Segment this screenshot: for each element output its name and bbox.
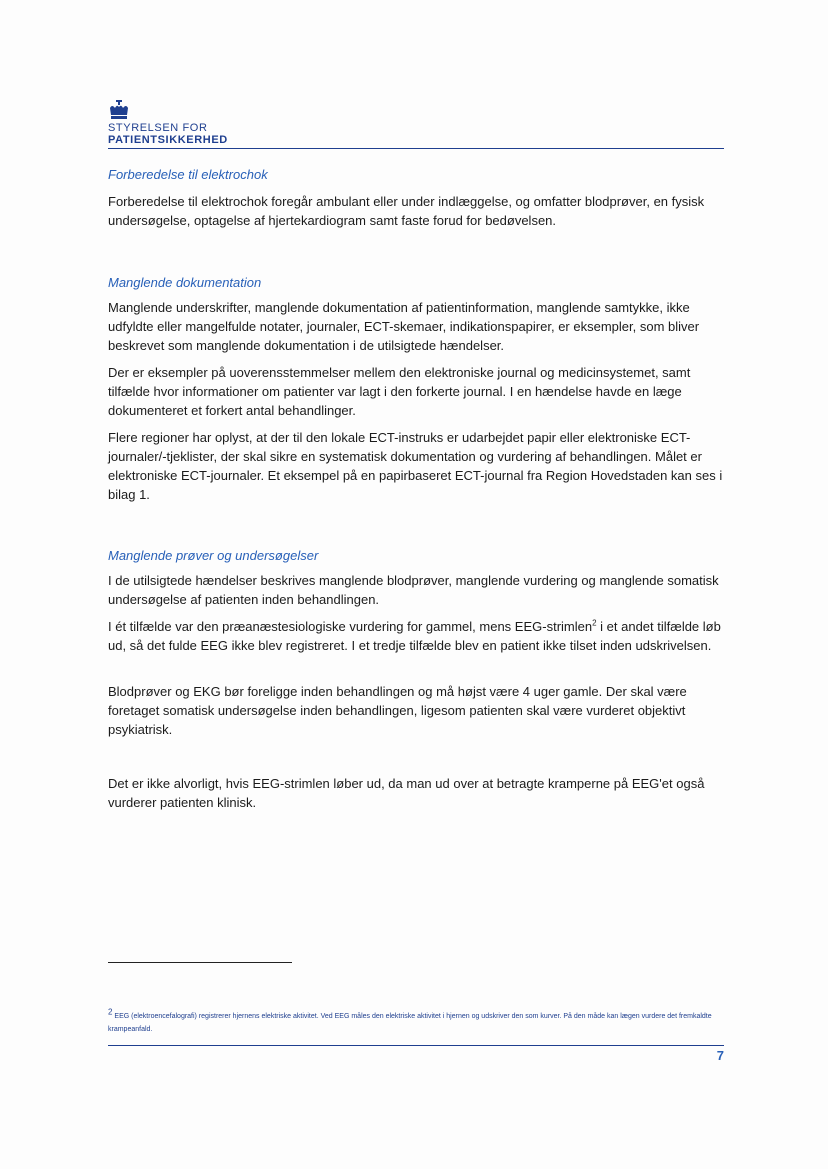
footnote [108, 1007, 724, 1036]
section-heading: Manglende dokumentation [108, 275, 262, 290]
footnote-divider [108, 962, 292, 963]
section-heading: Manglende prøver og undersøgelser [108, 548, 319, 563]
crown-icon [108, 100, 130, 120]
paragraph-text-after: i et andet tilfælde løb ud, så det fulde EEG ikke blev registreret. I et tredje tilfælde blev en patient ikke tilset inden udskrivelsen. [108, 619, 721, 653]
logo-text-line1: STYRELSEN FOR [108, 122, 208, 134]
header-divider [108, 148, 724, 149]
paragraph: I de utilsigtede hændelser beskrives manglende blodprøver, manglende vurdering og manglende somatisk undersøgelse af patienten inden behandlingen. [108, 573, 719, 607]
paragraph: Manglende underskrifter, manglende dokumentation af patientinformation, manglende samtykke, ikke udfyldte eller mangelfulde notater, journaler, ECT-skemaer, indikationspapirer, er eksempler, som bliver beskrevet som manglende dokumentation i de utilsigtede hændelser. [108, 300, 700, 353]
paragraph: Der er eksempler på uoverensstemmelser mellem den elektroniske journal og medicinsystemet, samt tilfælde hvor informationer om patienter var lagt i den forkerte journal. I en hændelse havde en læge dokumenteret et forkert antal behandlinger. [108, 365, 691, 418]
paragraph-with-footnote-ref [108, 617, 724, 655]
paragraph: Forberedelse til elektrochok foregår ambulant eller under indlæggelse, og omfatter blodprøver, en fysisk undersøgelse, optagelse af hjertekardiogram samt faste forud for bedøvelsen. [108, 194, 705, 228]
page-number: 7 [716, 1048, 724, 1063]
footer-divider [108, 1045, 724, 1046]
footnote-marker: 2 [108, 1007, 113, 1017]
agency-logo [108, 100, 248, 146]
paragraph: Flere regioner har oplyst, at der til den lokale ECT-instruks er udarbejdet papir eller elektroniske ECT-journaler/-tjeklister, der skal sikre en systematisk dokumentation og vurdering af behandlingen. Målet er elektroniske ECT-journaler. Et eksempel på en papirbaseret ECT-journal fra Region Hovedstaden kan ses i bilag 1. [108, 430, 723, 502]
paragraph: Blodprøver og EKG bør foreligge inden behandlingen og må højst være 4 uger gamle. Der skal være foretaget somatisk undersøgelse inden behandlingen, ligesom patienten skal være vurderet objektivt psykiatrisk. [108, 684, 687, 737]
paragraph: Det er ikke alvorligt, hvis EEG-strimlen løber ud, da man ud over at betragte kramperne på EEG'et også vurderer patienten klinisk. [108, 776, 705, 810]
footnote-reference[interactable]: 2 [592, 618, 597, 628]
logo-text-line2: PATIENTSIKKERHED [108, 134, 228, 146]
section-heading: Forberedelse til elektrochok [108, 167, 268, 182]
footnote-text: EEG (elektroencefalografi) registrerer hjernens elektriske aktivitet. Ved EEG måles den elektriske aktivitet i hjernen og udskriver den som kurver. På den måde kan lægen vurdere det fremkaldte krampeanfald. [108, 1013, 712, 1033]
paragraph-text-before: I ét tilfælde var den præanæstesiologiske vurdering for gammel, mens EEG-strimlen [108, 619, 593, 634]
